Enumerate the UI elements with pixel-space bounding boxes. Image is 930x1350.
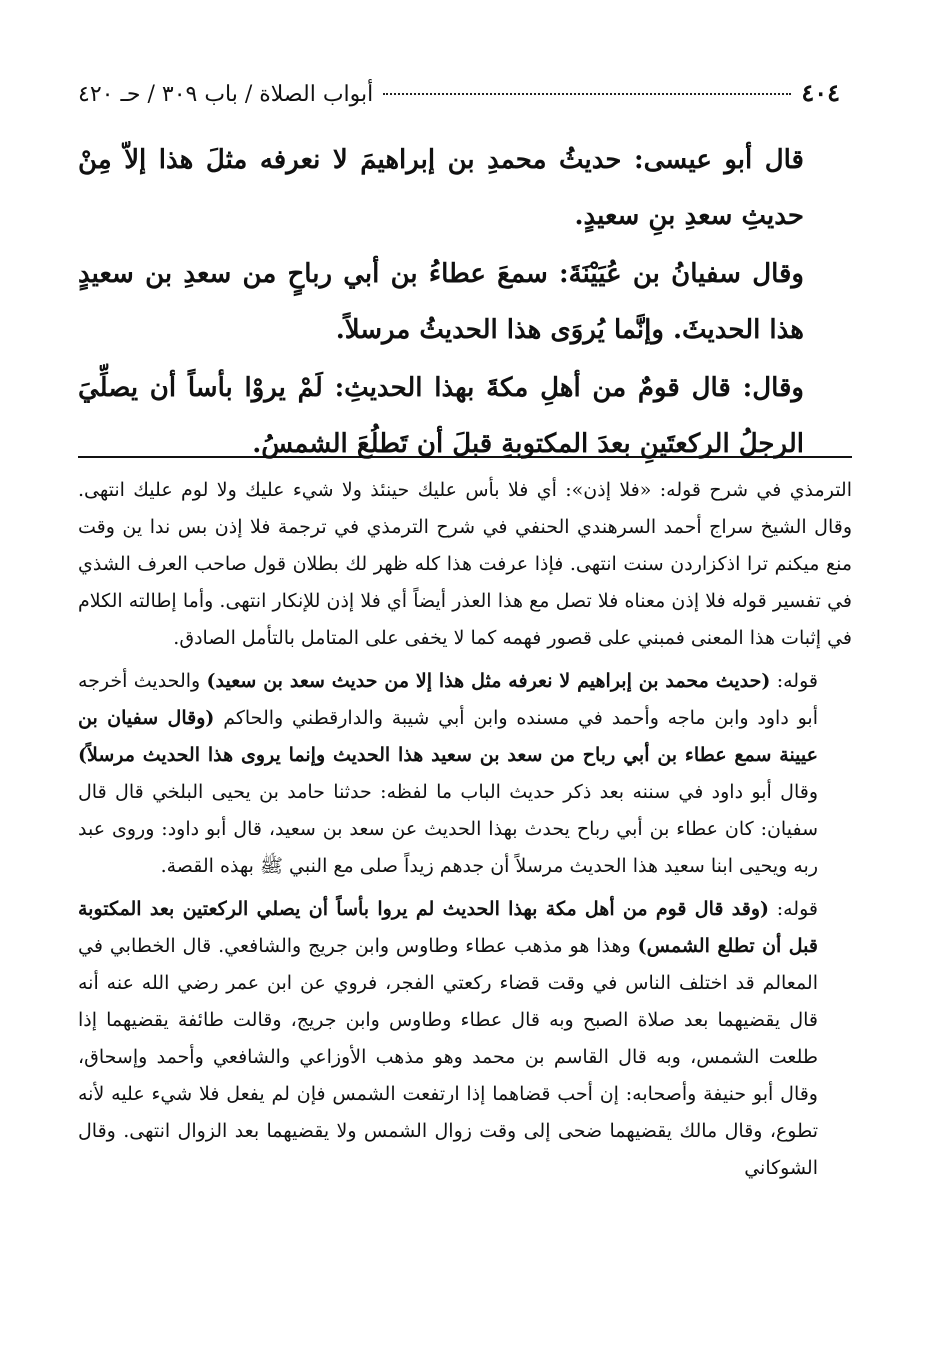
main-paragraph-3: وقال: قال قومٌ من أهلِ مكةَ بهذا الحديثِ: لَمْ يروْا بأساً أن يصلِّيَ الرجلُ الركعتَينِ بعدَ المكتوبةِ قبلَ أن تَطلُعَ الشمسُ. (78, 373, 804, 459)
commentary-lead: قوله: (770, 670, 818, 692)
page-number: ٤٠٤ (801, 78, 840, 107)
main-paragraph-2: وقال سفيانُ بن عُيَيْنَةَ: سمعَ عطاءُ بن أبي رباحٍ من سعدِ بن سعيدٍ هذا الحديثَ. وإنَّما يُروَى هذا الحديثُ مرسلاً. (78, 259, 804, 345)
commentary-paragraph-2 (78, 663, 852, 885)
commentary-quote: (وقال سفيان بن عيينة سمع عطاء بن أبي رباح من سعد بن سعيد هذا الحديث وإنما يروى هذا الحديث مرسلاً) (78, 707, 818, 766)
main-paragraph-1: قال أبو عيسى: حديثُ محمدِ بن إبراهيمَ لا نعرفه مثلَ هذا إلاّ مِنْ حديثِ سعدِ بنِ سعيدٍ. (78, 145, 804, 231)
commentary-quote: (حديث محمد بن إبراهيم لا نعرفه مثل هذا إلا من حديث سعد بن سعيد) (206, 670, 771, 692)
running-header (78, 78, 840, 114)
header-dotted-leader (383, 93, 791, 95)
commentary-text-span: وقال أبو داود في سننه بعد ذكر حديث الباب ما لفظه: حدثنا حامد بن يحيى البلخي قال قال سفيان: كان عطاء بن أبي رباح يحدث بهذا الحديث عن سعد بن سعيد، قال أبو داود: وروى عبد ربه ويحيى ابنا سعيد هذا الحديث مرسلاً أن جدهم زيداً صلى مع النبي ﷺ بهذه القصة. (78, 781, 818, 877)
commentary-paragraph-1: الترمذي في شرح قوله: «فلا إذن»: أي فلا بأس عليك حينئذ ولا شيء عليك ولا لوم عليك انتهى. وقال الشيخ سراج أحمد السرهندي الحنفي في شرح الترمذي في ترجمة فلا إذن بس ندا ين وقت منع ميكنم ترا اذكزاردن سنت انتهى. فإذا عرفت هذا كله ظهر لك بطلان قول صاحب العرف الشذي في تفسير قوله فلا إذن معناه فلا تصل مع هذا العذر أيضاً أي فلا إذن للإنكار انتهى. وأما إطالته الكلام في إثبات هذا المعنى فمبني على قصور فهمه كما لا يخفى على المتامل بالتأمل الصادق. (78, 479, 852, 649)
running-title: أبواب الصلاة / باب ٣٠٩ / حـ ٤٢٠ (78, 82, 374, 107)
hadith-main-text (78, 132, 852, 474)
commentary-lead: قوله: (768, 898, 818, 920)
commentary-text-span: والحديث أخرجه أبو داود وابن ماجه وأحمد في مسنده وابن أبي شيبة والدارقطني والحاكم (78, 670, 818, 729)
commentary-text-span: وهذا هو مذهب عطاء وطاوس وابن جريج والشافعي. قال الخطابي في المعالم قد اختلف الناس في وقت قضاء ركعتي الفجر، فروي عن ابن عمر رضي الله عنه أنه قال يقضيهما بعد صلاة الصبح وبه قال عطاء وطاوس وابن جريج، وقالت طائفة يقضيهما إذا طلعت الشمس، وبه قال القاسم بن محمد وهو مذهب الأوزاعي والشافعي وأحمد وإسحاق، وقال أبو حنيفة وأصحابه: إن أحب قضاهما إذا ارتفعت الشمس فإن لم يفعل فلا شيء عليه لأنه تطوع، وقال مالك يقضيهما ضحى إلى وقت زوال الشمس ولا يقضيهما بعد الزوال انتهى. وقال الشوكاني (78, 935, 818, 1179)
commentary-paragraph-3 (78, 891, 852, 1187)
section-divider (78, 456, 852, 458)
commentary-text (78, 472, 852, 1193)
commentary-quote: (وقد قال قوم من أهل مكة بهذا الحديث لم يروا بأساً أن يصلي الركعتين بعد المكتوبة قبل أن تطلع الشمس) (78, 898, 818, 957)
